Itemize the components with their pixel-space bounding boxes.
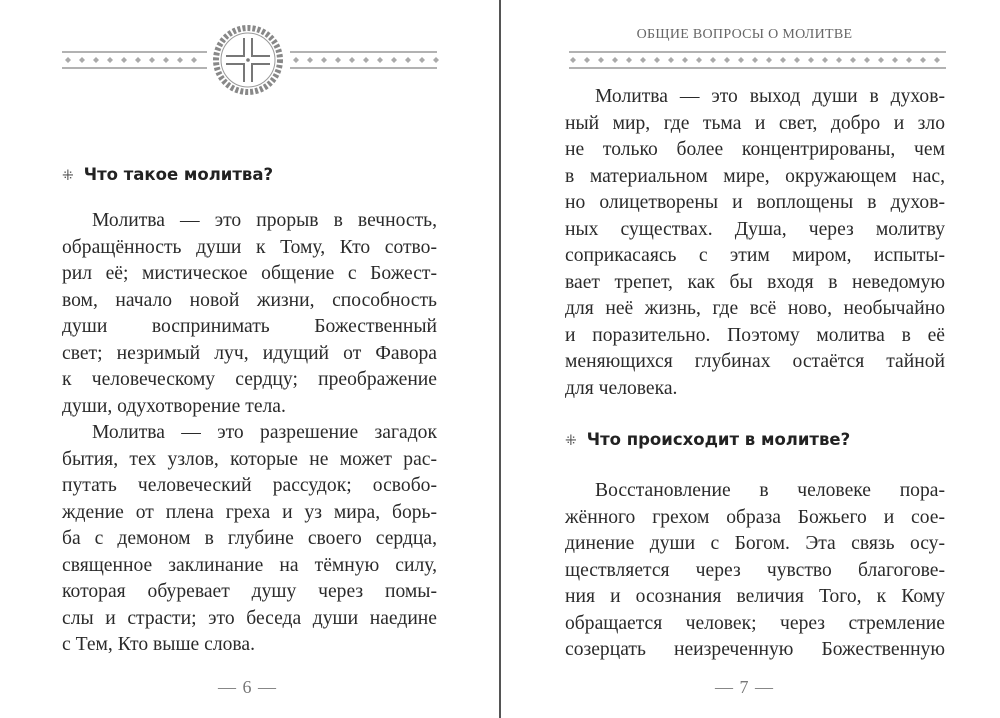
section-heading-text: Что происходит в молитве? [586,430,851,449]
text-line: рил её; мистическое общение с Божест- [62,263,437,284]
ornament-diamond [808,57,814,63]
running-head: ОБЩИЕ ВОПРОСЫ О МОЛИТВЕ [636,27,853,42]
ornament-diamond [654,57,660,63]
ornament-diamond [612,57,618,63]
ornament-diamond [293,57,299,63]
ornament-diamond [335,57,341,63]
ornament-diamond [850,57,856,63]
text-line: Восстановление в человеке пора- [595,480,945,501]
text-line: созерцать неизреченную Божественную [565,639,945,660]
text-line: Молитва — это выход души в духов- [595,86,945,107]
ornament-diamond [107,57,113,63]
ornament-diamond [433,57,439,63]
ornament-diamond [598,57,604,63]
ornament-diamond [794,57,800,63]
ornament-diamond [377,57,383,63]
text-line: вает трепет, как бы входя в неведомую [565,271,945,293]
cross-medallion-icon [216,28,280,92]
body-text [565,478,945,664]
text-line: Молитва — это разрешение загадок [92,422,437,443]
text-line: с Тем, Кто выше слова. [62,634,255,655]
ornament-diamond [766,57,772,63]
text-line: души, одухотворение тела. [62,395,286,417]
ornament-diamond [419,57,425,63]
ornament-diamond [191,57,197,63]
ornament-diamond [892,57,898,63]
section-mark-icon: ⁜ [565,433,577,449]
ornament-diamond [738,57,744,63]
ornament-diamond [696,57,702,63]
section-mark-icon: ⁜ [62,168,74,184]
header-ornament [501,47,1000,77]
ornament-diamond [920,57,926,63]
section-heading [62,164,273,187]
ornament-diamond [321,57,327,63]
text-line: которая обуревает душу через помы- [62,581,437,602]
text-line: ный мир, где тьма и свет, добро и зло [565,112,945,134]
text-line: бытия, тех узлов, которые не может рас- [62,448,437,470]
text-line: обращается человек; через стремление [565,612,945,634]
text-line: души воспринимать Божественный [62,316,437,337]
ornament-diamond [307,57,313,63]
ornament-diamond [780,57,786,63]
text-line: Молитва — это прорыв в вечность, [92,210,437,231]
ornament-diamond [135,57,141,63]
text-line: ществляется через чувство благогове- [565,559,945,581]
text-line: в материальном мире, окружающем нас, [565,165,945,187]
ornament-diamond [710,57,716,63]
ornament-diamond [934,57,940,63]
text-line: вом, начало новой жизни, способность [62,289,437,311]
text-line: для неё жизнь, где всё ново, необычайно [565,298,945,319]
page-number: — 7 — [715,677,774,697]
text-line: динение души с Богом. Эта связь осу- [565,533,945,554]
ornament-diamond [177,57,183,63]
body-text [62,208,437,659]
ornament-diamond [163,57,169,63]
ornament-diamond [349,57,355,63]
text-line: но олицетворены и воплощены в духов- [565,192,945,213]
ornament-diamond [405,57,411,63]
ornament-diamond [668,57,674,63]
text-line: не только более концентрированы, чем [565,139,945,160]
text-line: ных существах. Душа, через молитву [565,218,945,240]
text-line: слы и страсти; это беседа души наедине [62,607,437,629]
text-line: обращённость души к Тому, Кто сотво- [62,236,437,258]
header-ornament [0,20,500,100]
ornament-diamond [121,57,127,63]
ornament-diamond [391,57,397,63]
ornament-diamond [93,57,99,63]
text-line: для человека. [565,377,678,399]
ornament-diamond [640,57,646,63]
text-line: к человеческому сердцу; преображение [62,369,437,390]
section-heading-text: Что такое молитва? [83,165,274,184]
body-text [565,84,945,402]
text-line: ждение от плена греха и уз мира, борь- [62,501,437,523]
ornament-diamond [724,57,730,63]
ornament-diamond [570,57,576,63]
text-line: и поразительно. Поэтому молитва в её [565,324,945,346]
text-line: ба с демоном в глубине своего сердца, [62,528,437,549]
ornament-diamond [79,57,85,63]
text-line: жённого грехом образа Божьего и сое- [565,506,945,528]
ornament-diamond [836,57,842,63]
text-line: меняющихся глубинах остаётся тайной [565,351,945,372]
text-line: свет; незримый луч, идущий от Фавора [62,342,437,364]
ornament-diamond [752,57,758,63]
ornament-diamond [682,57,688,63]
page-number: — 6 — [218,677,277,697]
ornament-diamond [65,57,71,63]
ornament-diamond [906,57,912,63]
section-heading [565,429,850,452]
ornament-diamond [626,57,632,63]
text-line: священное заклинание на тёмную силу, [62,554,437,576]
ornament-diamond [822,57,828,63]
ornament-diamond [878,57,884,63]
right-page [501,0,1000,718]
ornament-diamond [584,57,590,63]
text-line: путать человеческий рассудок; освобо- [62,475,437,496]
ornament-diamond [149,57,155,63]
ornament-diamond [363,57,369,63]
ornament-diamond [864,57,870,63]
text-line: ния и осознания величия Того, к Кому [565,586,945,607]
text-line: соприкасаясь с этим миром, испыты- [565,245,945,266]
